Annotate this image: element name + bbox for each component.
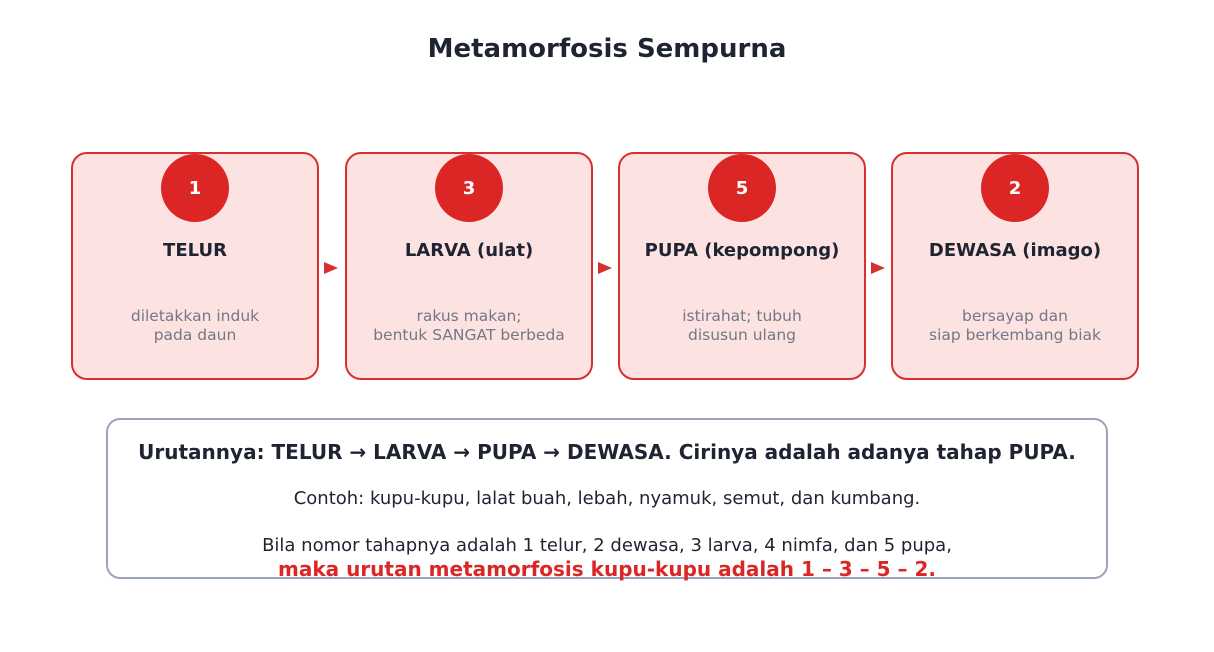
stage-description: bersayap dan siap berkembang biak (929, 307, 1101, 344)
stage-card-dewasa (891, 152, 1139, 380)
stage-title: PUPA (kepompong) (644, 240, 840, 261)
summary-main-text: Urutannya: TELUR → LARVA → PUPA → DEWASA. Cirinya adalah adanya tahap PUPA. (138, 440, 1076, 464)
stage-card-telur (71, 152, 319, 380)
summary-box (106, 418, 1108, 579)
stage-number-badge: 1 (161, 154, 229, 222)
flow-arrow-icon (598, 262, 612, 274)
stage-number-badge: 3 (435, 154, 503, 222)
stage-card-pupa (618, 152, 866, 380)
stage-title: TELUR (163, 240, 227, 261)
flow-arrow-icon (871, 262, 885, 274)
summary-answer-text: maka urutan metamorfosis kupu-kupu adalah 1 – 3 – 5 – 2. (277, 557, 937, 581)
summary-example-text: Contoh: kupu-kupu, lalat buah, lebah, nyamuk, semut, dan kumbang. (293, 488, 921, 509)
stage-title: LARVA (ulat) (404, 240, 534, 261)
flow-arrow-icon (324, 262, 338, 274)
stage-card-larva (345, 152, 593, 380)
stage-description: rakus makan; bentuk SANGAT berbeda (373, 307, 565, 344)
stage-description: diletakkan induk pada daun (130, 307, 260, 344)
diagram-title: Metamorfosis Sempurna (427, 34, 787, 64)
stage-number-badge: 2 (981, 154, 1049, 222)
stage-description: istirahat; tubuh disusun ulang (682, 307, 802, 344)
stage-number-badge: 5 (708, 154, 776, 222)
summary-numbering-text: Bila nomor tahapnya adalah 1 telur, 2 dewasa, 3 larva, 4 nimfa, dan 5 pupa, (262, 535, 952, 556)
stage-title: DEWASA (imago) (928, 240, 1102, 261)
